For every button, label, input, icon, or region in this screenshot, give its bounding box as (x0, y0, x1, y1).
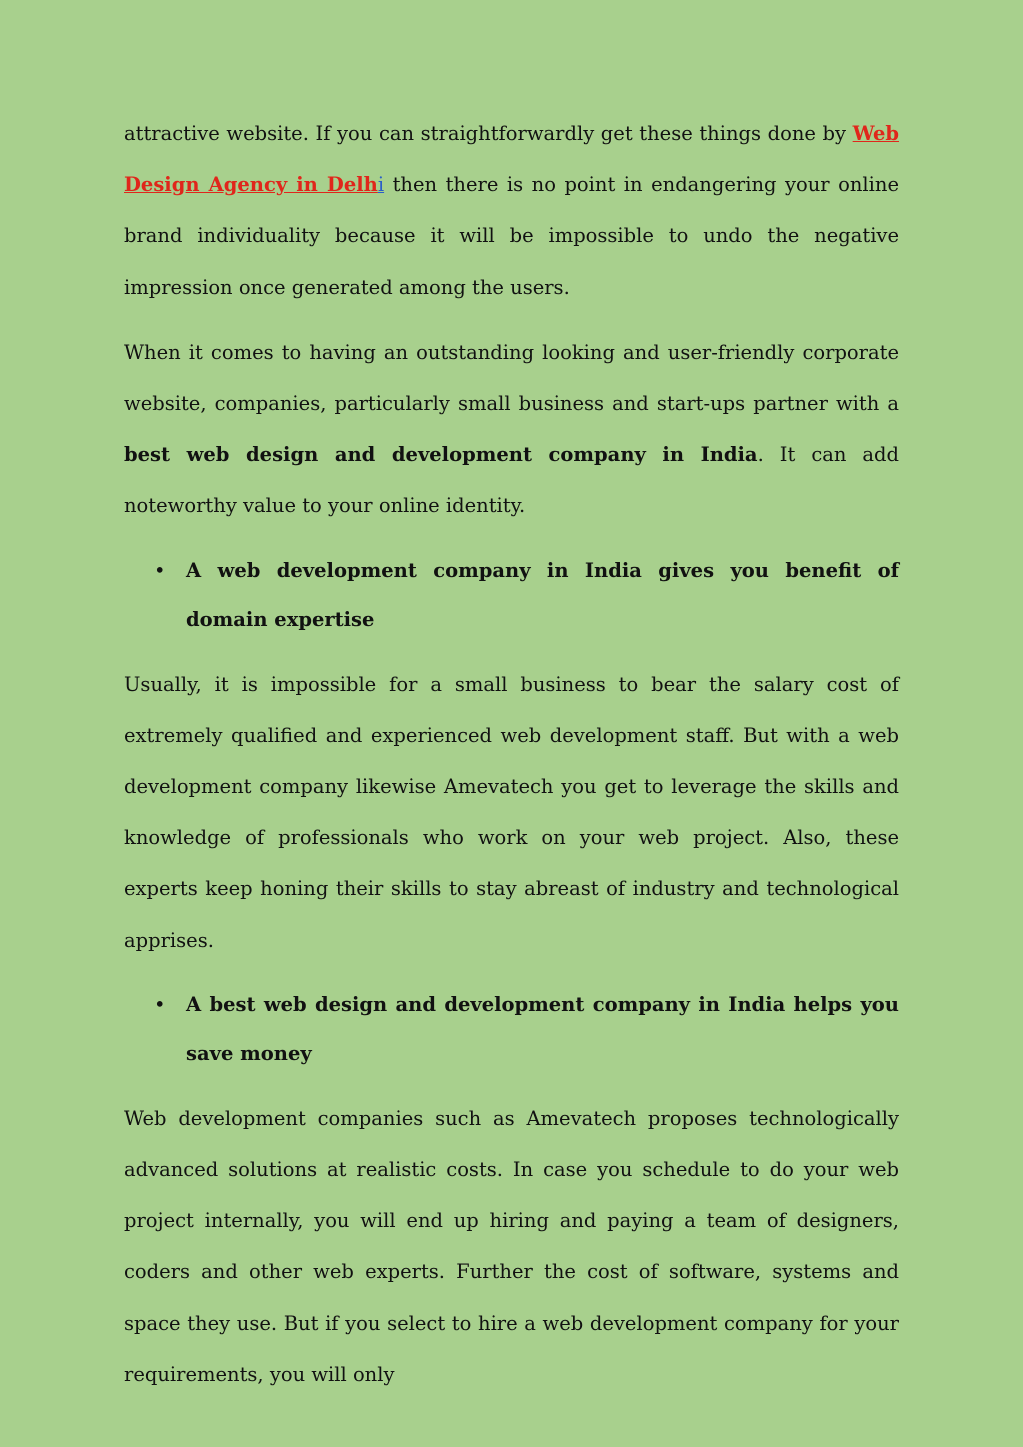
paragraph-staff-cost (124, 659, 899, 966)
paragraph-corporate-bold: best web design and development company in India (124, 443, 758, 467)
paragraph-realistic-costs-text: Web development companies such as Amevatech proposes technologically advanced solutions at realistic costs. In case you schedule to do your web project internally, you will end up hiring and paying a team of designers, coders and other web experts. Further the cost of software, systems and space they use. But if you select to hire a web development company for your requirements, you will only (124, 1106, 899, 1386)
paragraph-corporate-lead: When it comes to having an outstanding looking and user-friendly corporate website, companies, particularly small business and start-ups partner with a (124, 340, 899, 416)
bullet-dot: • (154, 558, 166, 582)
bullet-domain-expertise-text: A web development company in India gives you benefit of domain expertise (186, 558, 899, 632)
paragraph-staff-cost-text: Usually, it is impossible for a small business to bear the salary cost of extremely qualified and experienced web development staff. But with a web development company likewise Amevatech you get to leverage the skills and knowledge of professionals who work on your web project. Also, these experts keep honing their skills to stay abreast of industry and technological apprises. (124, 672, 899, 952)
paragraph-intro-lead: attractive website. If you can straightforwardly get these things done by (124, 122, 853, 145)
bullet-dot: • (154, 992, 166, 1016)
paragraph-corporate-rest: . It can add noteworthy value to your online identity. (124, 443, 900, 518)
bullet-save-money-text: A best web design and development company in India helps you save money (186, 992, 899, 1066)
web-design-agency-link[interactable]: Web Design Agency in Delh (124, 122, 899, 197)
paragraph-intro-rest: then there is no point in endangering your online brand individuality because it will be impossible to undo the negative impression once generated among the users. (124, 173, 900, 299)
paragraph-intro (124, 108, 899, 313)
paragraph-corporate-website (124, 327, 899, 532)
paragraph-realistic-costs (124, 1093, 899, 1400)
bullet-save-money (124, 980, 899, 1079)
web-design-agency-link-tail[interactable]: i (377, 173, 385, 197)
bullet-domain-expertise (124, 546, 899, 645)
